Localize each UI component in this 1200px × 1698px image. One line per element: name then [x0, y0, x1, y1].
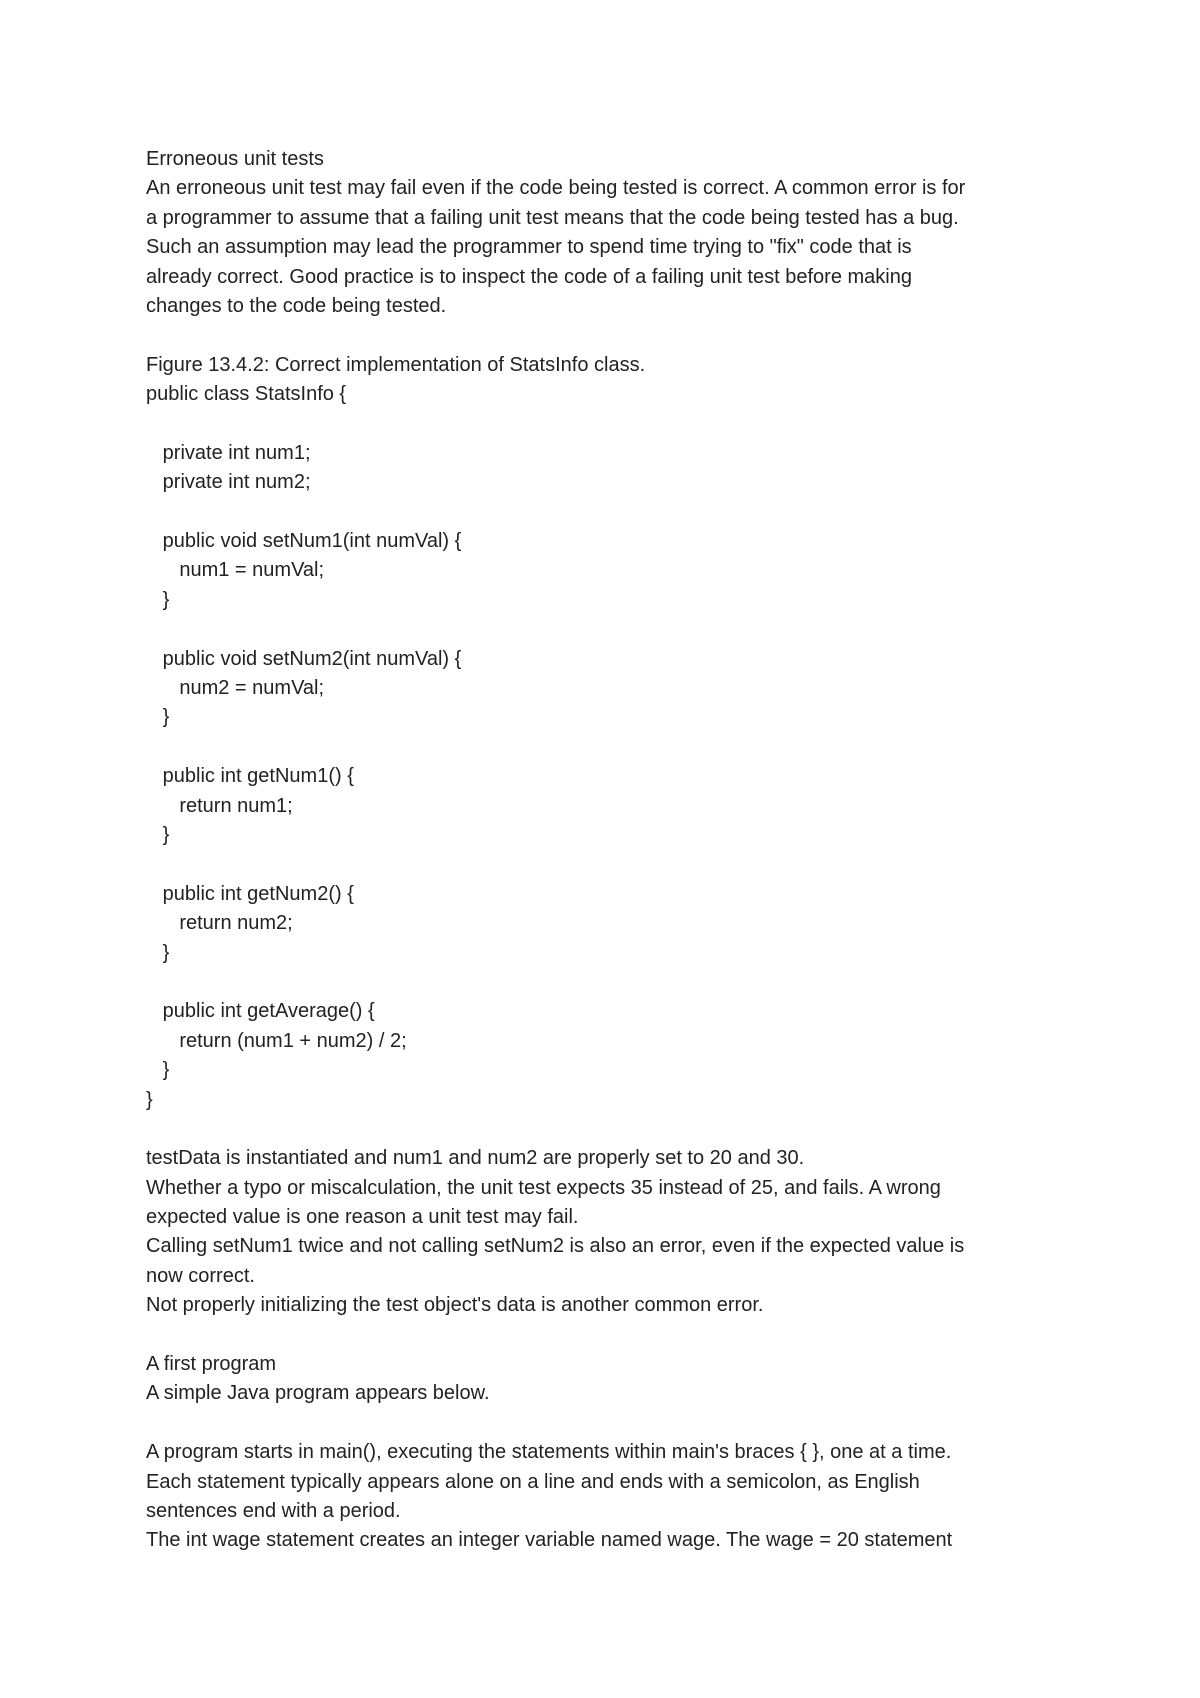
code-line [146, 615, 1076, 644]
code-line: public void setNum2(int numVal) { [146, 647, 462, 670]
section-heading-a-first-program: A first program [146, 1353, 277, 1376]
paragraph-line: Not properly initializing the test object's data is another common error. [146, 1294, 764, 1317]
code-line: public int getAverage() { [146, 1000, 375, 1023]
paragraph-line: Whether a typo or miscalculation, the unit test expects 35 instead of 25, and fails. A wrong [146, 1176, 941, 1199]
code-line: public class StatsInfo { [146, 383, 347, 406]
notes-paragraph [146, 1144, 1076, 1320]
code-line [146, 733, 1076, 762]
section2-paragraph [146, 1438, 1076, 1556]
blank-line [146, 1409, 1076, 1438]
paragraph-line: now correct. [146, 1264, 255, 1287]
code-line: } [146, 941, 170, 964]
code-line: private int num2; [146, 471, 311, 494]
code-line: num1 = numVal; [146, 559, 325, 582]
code-line: } [146, 588, 170, 611]
section1-paragraph [146, 174, 1076, 321]
code-line: } [146, 1088, 153, 1111]
code-line: public int getNum1() { [146, 765, 354, 788]
section-heading-erroneous-unit-tests: Erroneous unit tests [146, 148, 324, 170]
paragraph-line: testData is instantiated and num1 and num2 are properly set to 20 and 30. [146, 1147, 805, 1170]
paragraph-line: a programmer to assume that a failing unit test means that the code being tested has a bug. [146, 206, 959, 229]
paragraph-line: Such an assumption may lead the programmer to spend time trying to "fix" code that is [146, 236, 912, 259]
code-line: } [146, 823, 170, 846]
section-intro: A simple Java program appears below. [146, 1382, 490, 1405]
blank-line [146, 1115, 1076, 1144]
code-line: return num1; [146, 794, 293, 817]
code-listing [146, 380, 1076, 1115]
code-line: return (num1 + num2) / 2; [146, 1029, 407, 1052]
figure-caption: Figure 13.4.2: Correct implementation of StatsInfo class. [146, 353, 646, 376]
code-line [146, 410, 1076, 439]
paragraph-line: expected value is one reason a unit test may fail. [146, 1206, 579, 1229]
code-line: } [146, 706, 170, 729]
code-line: } [146, 1059, 170, 1082]
code-line: public void setNum1(int numVal) { [146, 530, 462, 553]
paragraph-line: A program starts in main(), executing the statements within main's braces { }, one at a time. [146, 1441, 952, 1464]
code-line [146, 968, 1076, 997]
blank-line [146, 1321, 1076, 1350]
code-line [146, 498, 1076, 527]
paragraph-line: Calling setNum1 twice and not calling setNum2 is also an error, even if the expected value is [146, 1235, 965, 1258]
code-line [146, 850, 1076, 879]
code-line: return num2; [146, 912, 293, 935]
code-line: num2 = numVal; [146, 677, 325, 700]
document-body [146, 145, 1076, 1556]
paragraph-line: Each statement typically appears alone on a line and ends with a semicolon, as English [146, 1470, 920, 1493]
code-line: private int num1; [146, 441, 311, 464]
paragraph-line: The int wage statement creates an integer variable named wage. The wage = 20 statement [146, 1529, 953, 1552]
paragraph-line: sentences end with a period. [146, 1499, 401, 1522]
code-line: public int getNum2() { [146, 882, 354, 905]
paragraph-line: changes to the code being tested. [146, 294, 447, 317]
paragraph-line: already correct. Good practice is to inspect the code of a failing unit test before making [146, 265, 912, 288]
paragraph-line: An erroneous unit test may fail even if the code being tested is correct. A common error is for [146, 177, 966, 200]
blank-line [146, 321, 1076, 350]
